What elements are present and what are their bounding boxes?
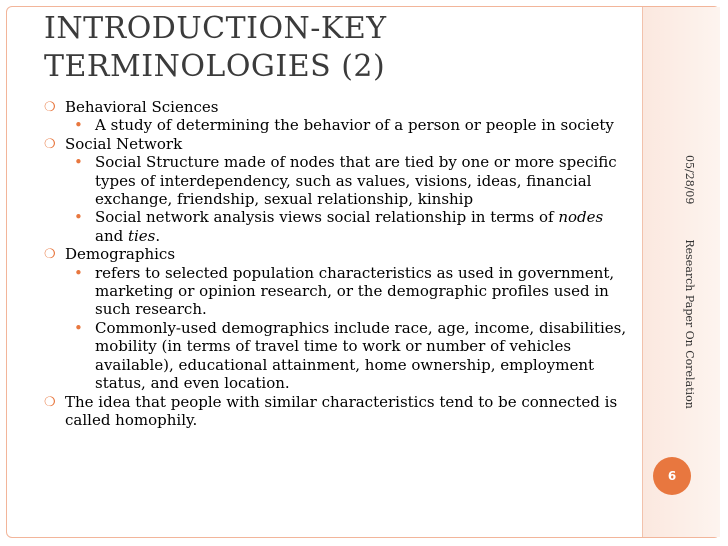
sub-bullet-text: Commonly-used demographics include race, age, income, disabilities, mobility (in terms of travel time to work or number of vehicles available), educational attainment, home ownership, employment status, and even location. [95, 318, 627, 393]
sub-bullet-text [95, 208, 603, 244]
sub-bullet-network-analysis [44, 208, 634, 245]
bullet-dot-icon: • [74, 208, 83, 227]
bullet-behavioral-sciences [44, 98, 634, 116]
bullet-text: Demographics [65, 245, 176, 264]
date-footer-vertical [683, 155, 695, 409]
bullet-text: Behavioral Sciences [65, 98, 219, 116]
sub-bullet-behavioral-definition [44, 116, 634, 134]
bullet-demographics [44, 245, 634, 263]
analysis-text-and: and [95, 226, 128, 245]
slide-footer: Research Paper On Corelation [683, 239, 696, 409]
analysis-text-start: Social network analysis views social relationship in terms of [95, 208, 559, 227]
page-number-badge [653, 457, 691, 495]
sub-bullet-demographics-definition [44, 264, 634, 319]
sub-bullet-text: Social Structure made of nodes that are tied by one or more specific types of interdependency, such as values, visions, ideas, financial exchange, friendship, sexual relationship, kinship [95, 153, 617, 209]
sub-bullet-text: A study of determining the behavior of a person or people in society [95, 116, 614, 135]
sub-bullet-common-demographics [44, 319, 634, 393]
bullet-text: Social Network [65, 134, 183, 153]
bullet-ring-icon: ❍ [44, 394, 56, 410]
bullet-homophily [44, 393, 634, 430]
term-ties: ties [127, 226, 156, 245]
bullet-ring-icon: ❍ [44, 100, 56, 115]
bullet-dot-icon: • [74, 116, 83, 135]
sub-bullet-text: refers to selected population characteristics as used in government, marketing or opinion research, or the demographic profiles used in such research. [95, 263, 615, 319]
title-line-2: TERMINOLOGIES (2) [44, 49, 386, 84]
slide-date: 05/28/09 [683, 155, 696, 205]
slide-body [44, 98, 634, 429]
bullet-dot-icon: • [74, 153, 83, 172]
analysis-text-end: . [155, 226, 161, 245]
bullet-dot-icon: • [74, 318, 83, 337]
bullet-text: The idea that people with similar characteristics tend to be connected is called homophily. [65, 392, 618, 429]
title-line-1: INTRODUCTION-KEY [44, 11, 387, 46]
bullet-ring-icon: ❍ [44, 247, 56, 263]
bullet-dot-icon: • [74, 263, 83, 282]
bullet-social-network [44, 135, 634, 153]
slide-title [44, 10, 624, 86]
bullet-ring-icon: ❍ [44, 136, 56, 152]
term-nodes: nodes [558, 208, 604, 227]
page-number: 6 [667, 469, 677, 483]
side-panel [642, 7, 720, 537]
sub-bullet-social-structure [44, 153, 634, 208]
